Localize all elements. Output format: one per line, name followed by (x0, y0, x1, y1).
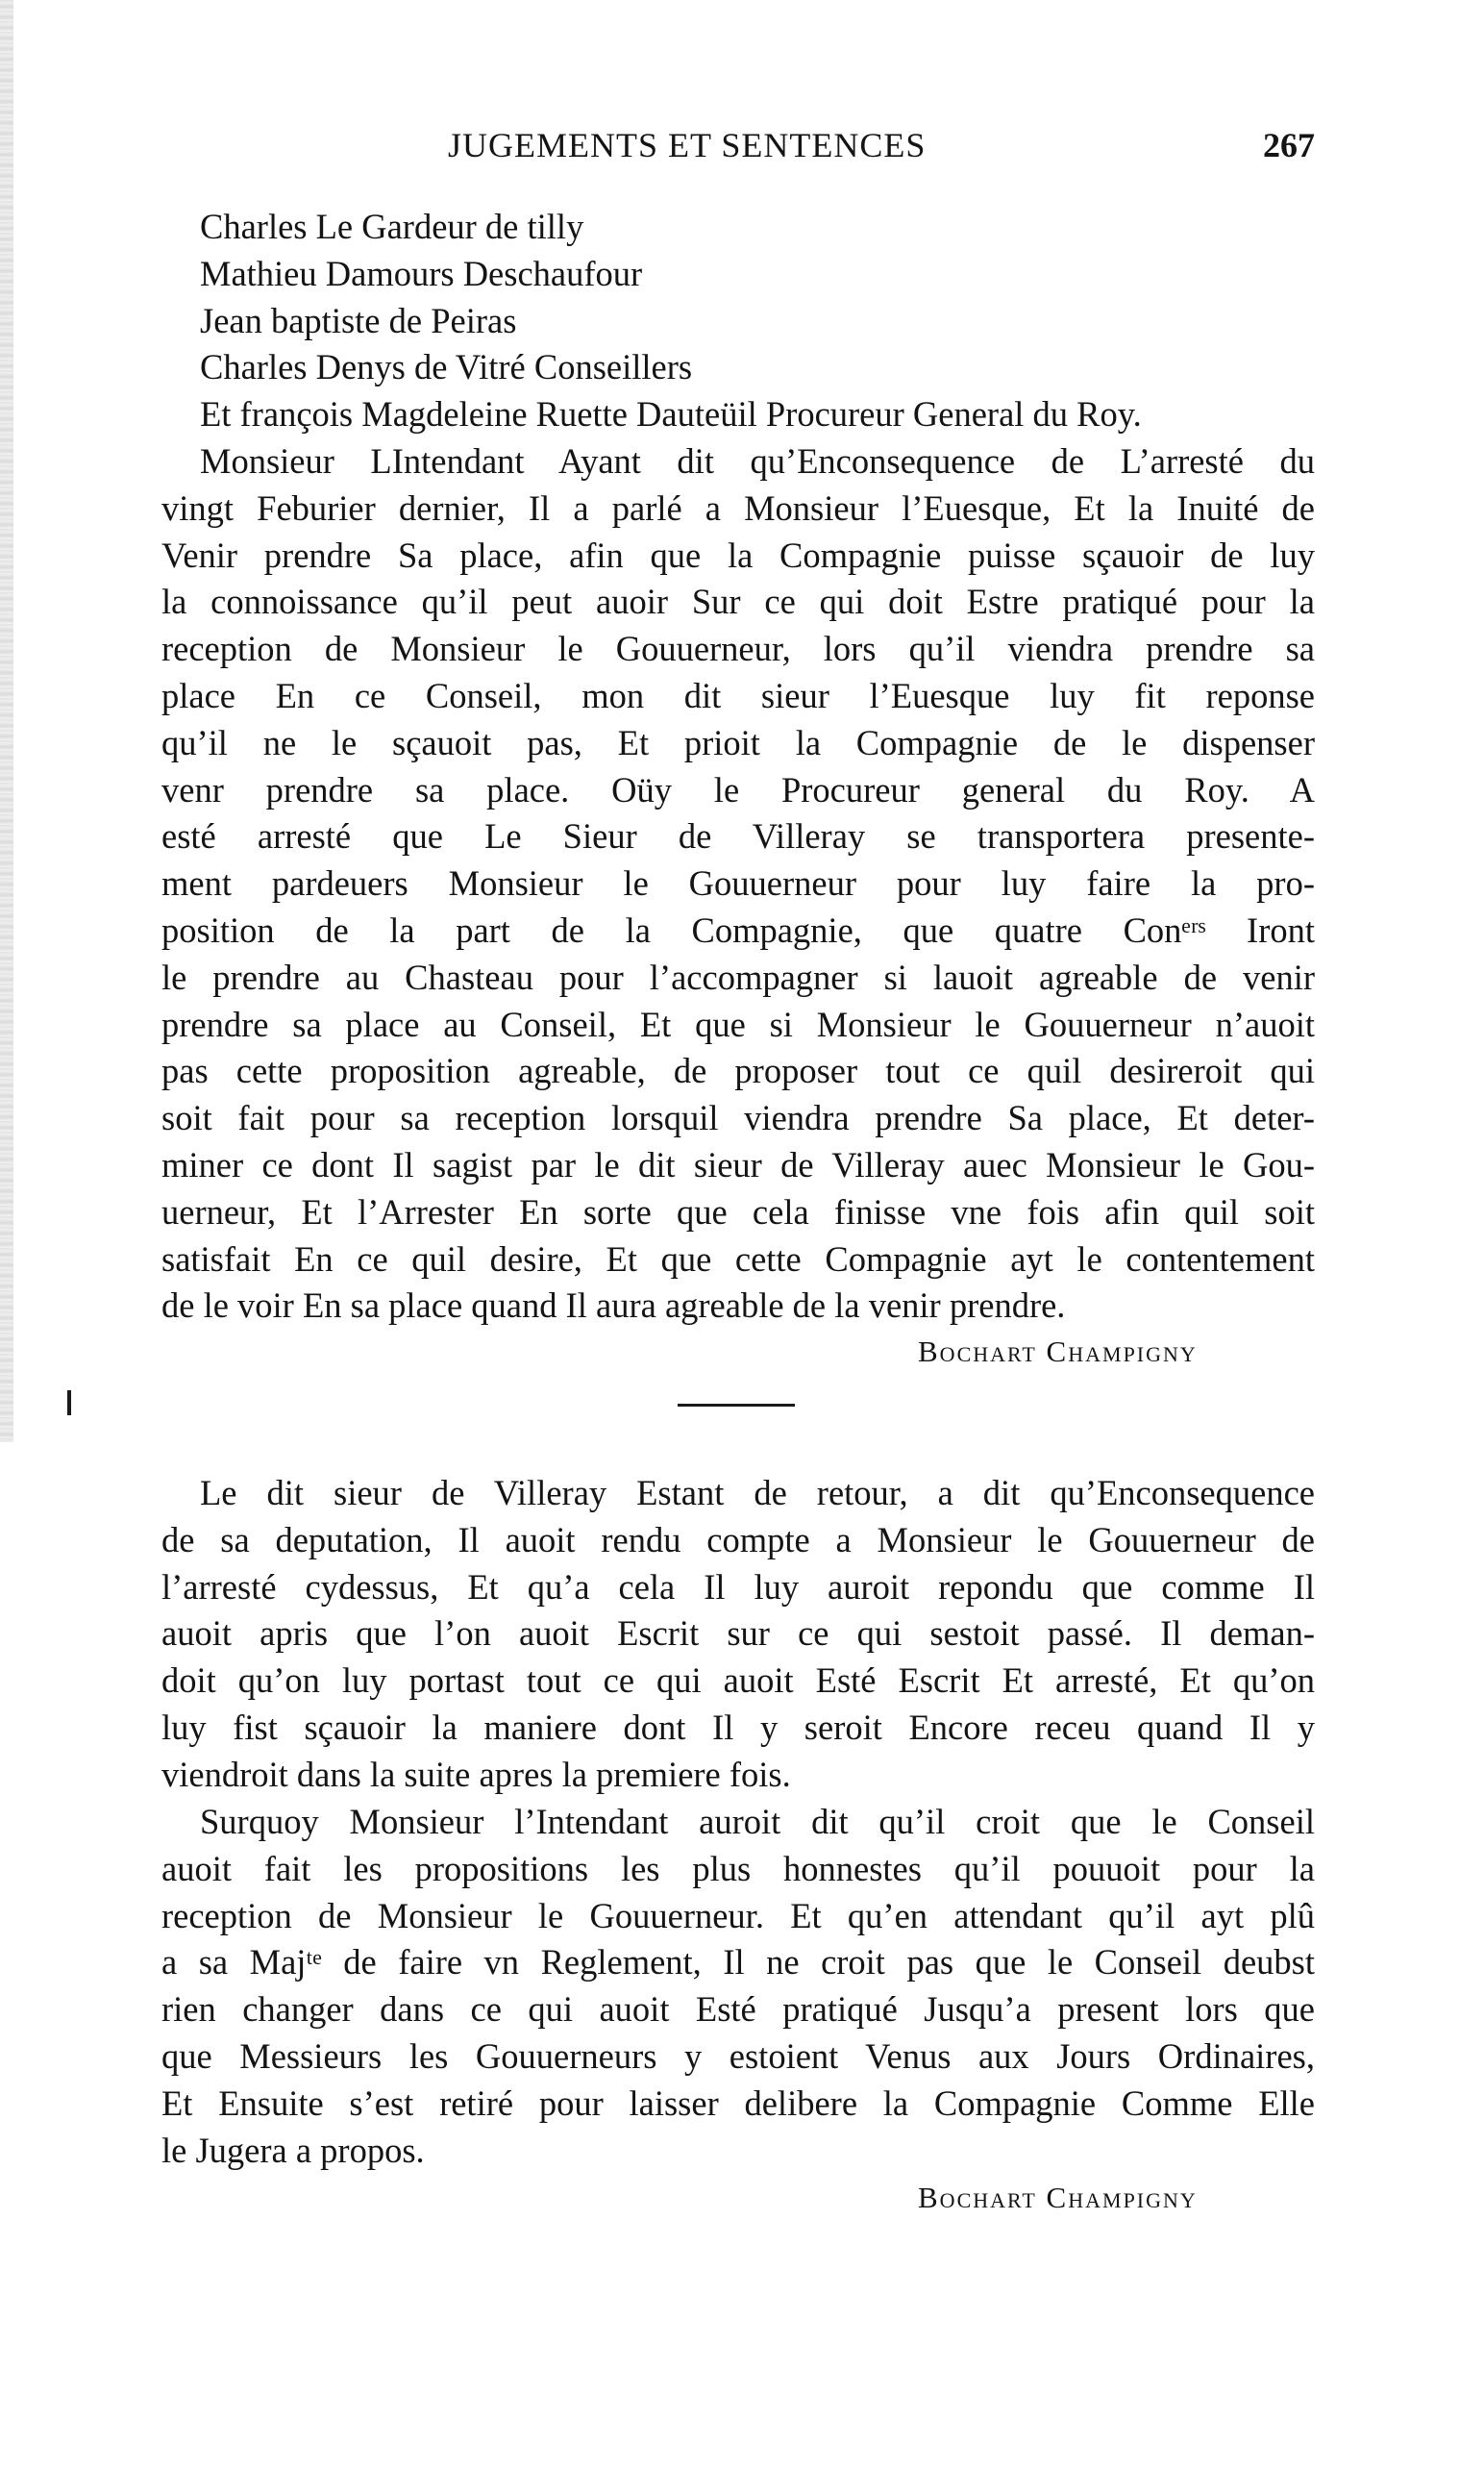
text-line: le Jugera a propos. (161, 2130, 425, 2170)
text-line: Monsieur LIntendant Ayant dit qu’Enconsequence de L’arresté du (200, 441, 1315, 481)
text-line: Surquoy Monsieur l’Intendant auroit dit qu’il croit que le Conseil (200, 1802, 1315, 1841)
text-line: venr prendre sa place. Oüy le Procureur general du Roy. A (161, 769, 1315, 810)
margin-mark (67, 1390, 71, 1415)
text-line: position de la part de la Compagnie, que quatre Conᵉʳˢ Iront (161, 910, 1315, 950)
text-line: la connoissance qu’il peut auoir Sur ce qui doit Estre pratiqué pour la (161, 582, 1315, 622)
attendee-line: Jean baptiste de Peiras (200, 300, 517, 340)
scan-binding-edge (0, 0, 13, 1442)
text-line: de le voir En sa place quand Il aura agreable de la venir prendre. (161, 1285, 1066, 1326)
signature-second-entry: Bochart Champigny (918, 2181, 1198, 2214)
first-entry-paragraph (161, 438, 1315, 1330)
text-line: Et Ensuite s’est retiré pour laisser delibere la Compagnie Comme Elle (161, 2082, 1315, 2123)
text-line: prendre sa place au Conseil, Et que si Monsieur le Gouuerneur n’auoit (161, 1004, 1315, 1044)
text-line: soit fait pour sa reception lorsquil viendra prendre Sa place, Et deter- (161, 1098, 1315, 1138)
second-entry-paragraph-one (161, 1470, 1315, 1799)
text-line: place En ce Conseil, mon dit sieur l’Euesque luy fit reponse (161, 675, 1315, 715)
text-line: a sa Majᵗᵉ de faire vn Reglement, Il ne croit pas que le Conseil deubst (161, 1942, 1315, 1983)
attendee-line: Charles Denys de Vitré Conseillers (200, 347, 693, 387)
text-line: de sa deputation, Il auoit rendu compte a Monsieur le Gouuerneur de (161, 1519, 1315, 1559)
text-line: satisfait En ce quil desire, Et que cette Compagnie ayt le contentement (161, 1238, 1315, 1279)
attendee-line: Charles Le Gardeur de tilly (200, 207, 584, 246)
text-line: auoit fait les propositions les plus honnestes qu’il pouuoit pour la (161, 1848, 1315, 1888)
section-divider (678, 1404, 795, 1407)
attendee-line: Et françois Magdeleine Ruette Dauteüil Procureur General du Roy. (200, 394, 1142, 435)
text-line: Le dit sieur de Villeray Estant de retour, a dit qu’Enconsequence (200, 1473, 1315, 1512)
running-head (161, 125, 1315, 173)
text-line: viendroit dans la suite apres la premiere fois. (161, 1754, 791, 1794)
text-line: uerneur, Et l’Arrester En sorte que cela finisse vne fois afin quil soit (161, 1191, 1315, 1232)
attendee-list (161, 204, 1315, 438)
text-line: luy fist sçauoir la maniere dont Il y seroit Encore receu quand Il y (161, 1707, 1315, 1747)
text-line: Venir prendre Sa place, afin que la Compagnie puisse sçauoir de luy (161, 535, 1315, 575)
text-line: vingt Feburier dernier, Il a parlé a Monsieur l’Euesque, Et la Inuité de (161, 487, 1315, 528)
text-line: pas cette proposition agreable, de proposer tout ce quil desireroit qui (161, 1051, 1315, 1091)
text-line: rien changer dans ce qui auoit Esté pratiqué Jusqu’a present lors que (161, 1989, 1315, 2030)
text-line: l’arresté cydessus, Et qu’a cela Il luy auroit repondu que comme Il (161, 1566, 1315, 1607)
text-line: qu’il ne le sçauoit pas, Et prioit la Compagnie de le dispenser (161, 722, 1315, 762)
text-line: auoit apris que l’on auoit Escrit sur ce qui sestoit passé. Il deman- (161, 1613, 1315, 1654)
second-entry-paragraph-two (161, 1799, 1315, 2174)
text-line: que Messieurs les Gouuerneurs y estoient Venus aux Jours Ordinaires, (161, 2035, 1315, 2076)
attendee-line: Mathieu Damours Deschaufour (200, 253, 643, 293)
signature-first-entry: Bochart Champigny (918, 1334, 1198, 1368)
text-line: reception de Monsieur le Gouuerneur. Et qu’en attendant qu’il ayt plû (161, 1895, 1315, 1935)
text-line: miner ce dont Il sagist par le dit sieur de Villeray auec Monsieur le Gou- (161, 1144, 1315, 1185)
text-line: esté arresté que Le Sieur de Villeray se transportera presente- (161, 816, 1315, 857)
text-line: reception de Monsieur le Gouuerneur, lors qu’il viendra prendre sa (161, 629, 1315, 669)
text-line: ment pardeuers Monsieur le Gouuerneur pour luy faire la pro- (161, 863, 1315, 904)
page-number: 267 (1263, 126, 1315, 164)
text-line: le prendre au Chasteau pour l’accompagner si lauoit agreable de venir (161, 957, 1315, 997)
running-title: JUGEMENTS ET SENTENCES (448, 126, 927, 164)
text-line: doit qu’on luy portast tout ce qui auoit Esté Escrit Et arresté, Et qu’on (161, 1660, 1315, 1701)
